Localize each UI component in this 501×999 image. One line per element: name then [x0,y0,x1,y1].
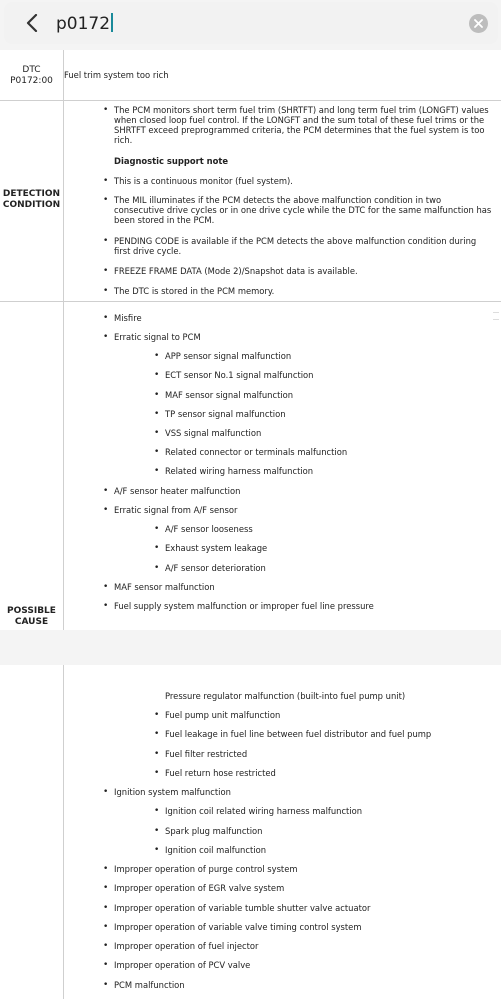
cause-subitem: • A/F sensor looseness [165,524,253,534]
cause-subitem: • ECT sensor No.1 signal malfunction [165,370,314,380]
cause-subitem: • MAF sensor signal malfunction [165,390,293,400]
row-divider [0,301,501,302]
detection-item: • This is a continuous monitor (fuel system). [114,176,492,186]
cause-subitem: • Related wiring harness malfunction [165,466,313,476]
cause-item: • Improper operation of EGR valve system [114,883,284,893]
detection-item: • FREEZE FRAME DATA (Mode 2)/Snapshot data is available. [114,266,492,276]
dtc-label [0,65,63,87]
cause-subitem: • TP sensor signal malfunction [165,409,286,419]
cause-subitem: • Related connector or terminals malfunction [165,447,347,457]
cause-item: • A/F sensor heater malfunction [114,486,240,496]
dtc-description: Fuel trim system too rich [64,70,169,80]
dtc-code: P0172:00 [10,76,53,86]
cause-item: • Improper operation of fuel injector [114,941,258,951]
cause-item: • Improper operation of purge control system [114,864,298,874]
scroll-indicator[interactable] [493,312,499,320]
text-caret [111,13,113,32]
cause-subitem: • APP sensor signal malfunction [165,351,291,361]
detection-condition-label [0,189,63,211]
possible-cause-label [0,606,63,628]
cause-label-line: CAUSE [14,617,49,627]
cause-subitem: Pressure regulator malfunction (built-into fuel pump unit) [165,691,406,701]
cause-subitem: • Ignition coil malfunction [165,845,266,855]
detection-item: • The PCM monitors short term fuel trim (SHRTFT) and long term fuel trim (LONGFT) values when closed loop fuel control. If the LONGFT and the sum total of these fuel trims or the SHRTFT exceed preprogrammed criteria, the PCM determines that the fuel system is too rich. [114,105,492,145]
cause-subitem: • VSS signal malfunction [165,428,261,438]
clear-search-icon[interactable] [469,14,488,33]
cause-item: • Ignition system malfunction [114,787,231,797]
search-input[interactable]: p0172 [56,13,113,34]
cause-subitem: • Fuel leakage in fuel line between fuel distributor and fuel pump [165,729,431,739]
cause-item: • Misfire [114,313,142,323]
diagnostic-support-note-heading: Diagnostic support note [114,156,229,166]
column-divider [63,665,64,999]
cause-subitem: • Ignition coil related wiring harness malfunction [165,806,362,816]
cause-item: • MAF sensor malfunction [114,582,215,592]
search-bar [4,2,498,44]
detection-item: • The MIL illuminates if the PCM detects the above malfunction condition in two consecutive drive cycles or in one drive cycle while the DTC for the same malfunction has been stored in the PCM. [114,195,492,225]
cause-item: • Erratic signal from A/F sensor [114,505,237,515]
cause-subitem: • Fuel pump unit malfunction [165,710,280,720]
cause-item: • Improper operation of variable tumble shutter valve actuator [114,903,370,913]
cause-item: • Erratic signal to PCM [114,332,201,342]
cause-item: • PCM malfunction [114,980,185,990]
back-arrow-icon[interactable] [22,12,42,34]
cause-label-line: POSSIBLE [7,606,56,616]
cause-subitem: • Fuel return hose restricted [165,768,276,778]
detection-item: • The DTC is stored in the PCM memory. [114,286,492,296]
column-divider [63,50,64,630]
cause-item: • Improper operation of variable valve timing control system [114,922,362,932]
document-page-1 [0,50,501,630]
detection-label-line: CONDITION [2,200,61,210]
dtc-label-line: DTC [22,65,41,75]
cause-item: • Fuel supply system malfunction or improper fuel line pressure [114,601,374,611]
cause-subitem: • Spark plug malfunction [165,826,262,836]
cause-subitem: • Exhaust system leakage [165,543,267,553]
document-page-2 [0,665,501,999]
detection-label-line: DETECTION [2,189,61,199]
row-divider [0,100,501,101]
cause-subitem: • A/F sensor deterioration [165,563,266,573]
cause-item: • Improper operation of PCV valve [114,960,250,970]
detection-item: • PENDING CODE is available if the PCM detects the above malfunction condition during first drive cycle. [114,236,492,256]
cause-subitem: • Fuel filter restricted [165,749,247,759]
